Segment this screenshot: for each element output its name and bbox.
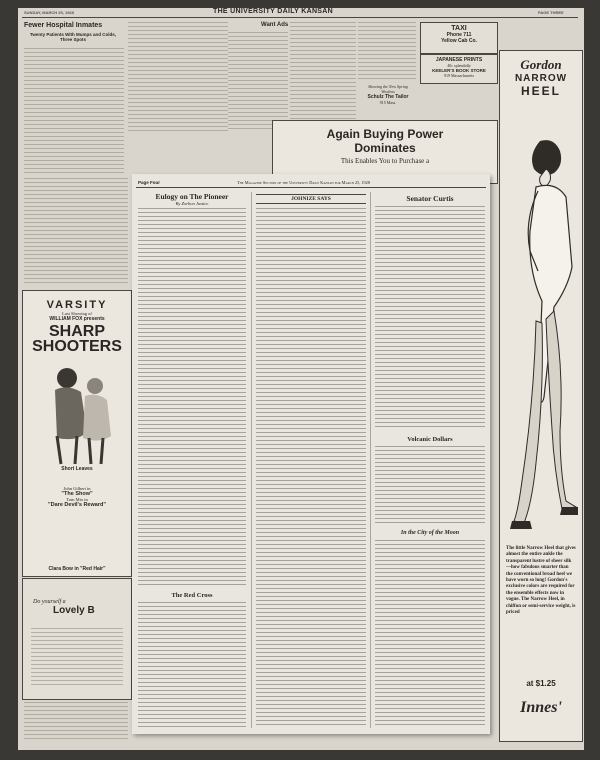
varsity-presents: WILLIAM FOX presents: [49, 316, 105, 322]
red-cross-body: [138, 602, 246, 728]
insert-folio: Page Four: [138, 180, 161, 185]
insert-col-1: [138, 192, 246, 206]
schulz-ad: [358, 84, 418, 118]
japanese-prints-ad: [420, 54, 498, 84]
masthead-rule: [22, 17, 578, 18]
varsity-next2: Tom Mix in: [66, 497, 88, 502]
want-ads-col-3: [358, 22, 416, 82]
taxi-title: TAXI: [451, 25, 467, 32]
volcanic-dollars-title: Volcanic Dollars: [407, 436, 453, 443]
volcanic-dollars-body: [375, 446, 485, 524]
lovely-line-2: Lovely B: [53, 605, 95, 616]
johnize-title: JOHNIZE SAYS: [256, 194, 366, 204]
sharp-shooters-illustration: [27, 356, 127, 466]
page-number: PAGE THREE: [538, 10, 564, 15]
schulz-line1: Showing the New Spring: [368, 84, 408, 89]
subhead-hospital: Twenty Patients With Mumps and Colds, Three Spots: [29, 32, 117, 42]
beauty-shop-ad: [22, 578, 132, 700]
page-date: SUNDAY, MARCH 25, 1928: [24, 10, 74, 15]
gordon-hosiery-ad: [499, 50, 583, 742]
city-of-moon-body: [375, 540, 485, 728]
headline-hospital: Fewer Hospital Inmates: [24, 22, 103, 29]
gordon-heel: HEEL: [520, 84, 561, 98]
japanese-title: JAPANESE PRINTS: [435, 57, 483, 63]
gordon-copy: The little Narrow Heel that gives almost the entire ankle the transparent lustre of sheer silk —how fabulous smarter than the conventional broad heel we have worn so long! Gordon's exclusive colors are required for the ensemble effects now in vogue. The Narrow Heel, in chiffon or semi-service weight, is priced: [506, 546, 576, 616]
lovely-line-1: Do yourself a: [33, 599, 66, 605]
want-ads-col-1: [228, 32, 288, 132]
varsity-title: VARSITY: [46, 299, 108, 311]
magazine-insert-page: [132, 174, 490, 734]
want-ads-col-2: [290, 22, 356, 122]
want-ads-title: Want Ads: [261, 22, 289, 28]
japanese-store: KEELER'S BOOK STORE: [432, 68, 486, 73]
gordon-narrow: NARROW: [514, 73, 568, 84]
insert-top-rule: [136, 187, 486, 188]
schulz-name: Schulz The Tailor: [367, 94, 409, 100]
varsity-next: John Gilbert in: [63, 486, 91, 491]
varsity-theater-ad: [22, 290, 132, 577]
japanese-address: 919 Massachusetts: [443, 73, 475, 78]
eulogy-title: Eulogy on The Pioneer: [155, 192, 229, 201]
banner-line-2: Dominates: [354, 141, 416, 155]
article-column-2: [128, 22, 228, 132]
japanese-price: 40c splendidly: [447, 63, 471, 68]
eulogy-body: [138, 208, 246, 588]
insert-caption: The Magazine Section of the University Daily Kansan for March 25, 1928: [237, 180, 370, 185]
city-of-moon-title: In the City of the Moon: [400, 530, 460, 536]
varsity-last-showing: Last Showing of: [62, 311, 92, 316]
schulz-line2: Woolens: [381, 89, 395, 94]
gordon-store: Innes': [520, 699, 562, 716]
article-hospital-body: [24, 48, 124, 173]
banner-line-1: Again Buying Power: [326, 127, 444, 141]
schulz-address: 915 Mass.: [379, 100, 397, 105]
lovely-body: [31, 628, 123, 688]
taxi-phone: Phone 711: [446, 32, 472, 38]
eulogy-byline: By Zorbon Justice: [175, 201, 209, 206]
red-cross-title: The Red Cross: [171, 592, 213, 599]
article-left-bottom: [24, 702, 128, 742]
gordon-woman-illustration: [502, 121, 580, 541]
varsity-next-title: "The Show": [61, 491, 93, 497]
varsity-next2-title: "Dare Devil's Reward": [48, 502, 106, 508]
taxi-ad: [420, 22, 498, 54]
gordon-brand: Gordon: [520, 57, 562, 72]
gordon-price: at $1.25: [526, 679, 556, 688]
senator-curtis-title: Senator Curtis: [406, 194, 454, 203]
banner-line-3: This Enables You to Purchase a: [340, 157, 430, 165]
senator-curtis-body: [375, 206, 485, 430]
col-divider-1: [251, 192, 252, 728]
masthead: THE UNIVERSITY DAILY KANSAN: [213, 8, 333, 15]
varsity-feature: SHARP SHOOTERS: [32, 323, 122, 355]
col-divider-2: [370, 192, 371, 728]
johnize-body: [256, 208, 366, 728]
varsity-bottom: Clara Bow in "Red Hair": [48, 566, 106, 572]
article-left-lower: [24, 178, 128, 283]
varsity-star: Short Leaves: [61, 466, 93, 472]
taxi-company: Yellow Cab Co.: [441, 38, 477, 44]
